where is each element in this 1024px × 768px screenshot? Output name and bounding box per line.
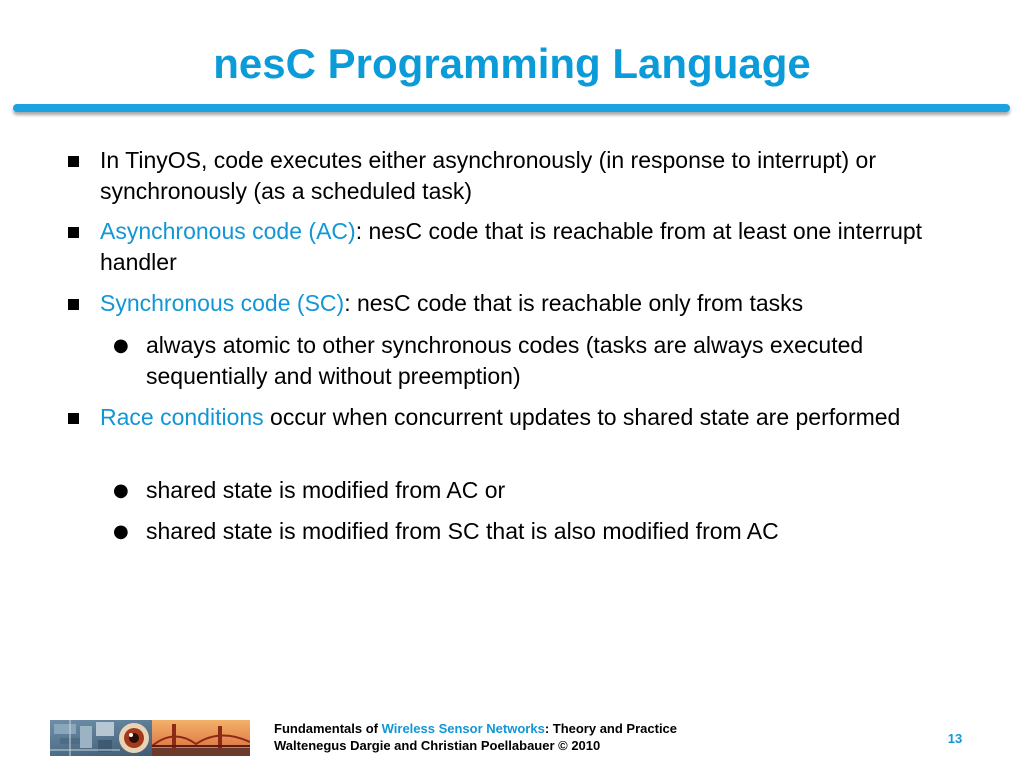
slide-title: nesC Programming Language bbox=[213, 40, 811, 87]
bullet-text: always atomic to other synchronous codes (tasks are always executed sequentially and without preemption) bbox=[146, 332, 864, 389]
bullet-text: In TinyOS, code executes either asynchronously (in response to interrupt) or synchronously (as a scheduled task) bbox=[100, 147, 877, 204]
bullet-highlight-term: Race conditions bbox=[100, 404, 264, 430]
footer-citation bbox=[274, 720, 677, 754]
round-bullet-icon: ● bbox=[113, 521, 129, 542]
bullet-item bbox=[100, 402, 960, 433]
bullet-text: occur when concurrent updates to shared state are performed bbox=[263, 404, 901, 430]
title-underline bbox=[13, 104, 1010, 112]
footer-book-suffix: : Theory and Practice bbox=[544, 721, 678, 736]
bullet-highlight-term: Synchronous code (SC) bbox=[100, 290, 345, 316]
bullet-text: shared state is modified from SC that is also modified from AC bbox=[146, 518, 779, 544]
sub-bullet-item bbox=[146, 516, 966, 547]
bullet-text: : nesC code that is reachable only from tasks bbox=[344, 290, 804, 316]
square-bullet-icon bbox=[68, 413, 79, 424]
sub-bullet-item bbox=[146, 475, 966, 506]
bullet-item bbox=[100, 216, 960, 278]
footer-line-2: Waltenegus Dargie and Christian Poellabauer © 2010 bbox=[274, 738, 601, 753]
bullet-text: shared state is modified from AC or bbox=[146, 477, 506, 503]
round-bullet-icon: ● bbox=[113, 480, 129, 501]
bullet-item bbox=[100, 288, 960, 319]
page-number: 13 bbox=[947, 731, 963, 746]
bullet-text: : nesC code that is reachable from at least one interrupt handler bbox=[100, 218, 923, 275]
sub-bullet-item bbox=[146, 330, 966, 392]
bullet-item bbox=[100, 145, 960, 207]
footer-book-highlight: Wireless Sensor Networks bbox=[381, 721, 545, 736]
square-bullet-icon bbox=[68, 156, 79, 167]
footer-collage-image bbox=[50, 720, 250, 756]
square-bullet-icon bbox=[68, 227, 79, 238]
square-bullet-icon bbox=[68, 299, 79, 310]
bullet-highlight-term: Asynchronous code (AC) bbox=[100, 218, 356, 244]
round-bullet-icon: ● bbox=[113, 335, 129, 356]
footer-book-prefix: Fundamentals of bbox=[274, 721, 382, 736]
footer-line-1 bbox=[274, 720, 677, 737]
